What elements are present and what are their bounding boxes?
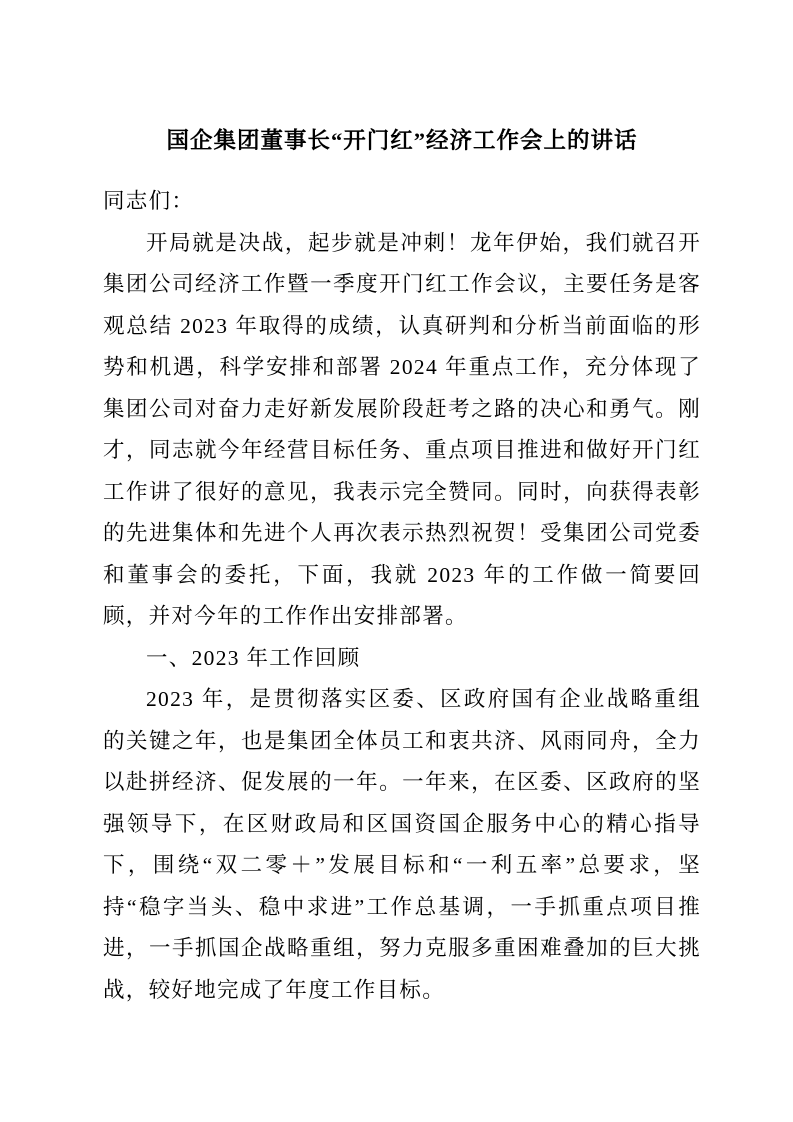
salutation: 同志们：	[103, 189, 195, 213]
paragraph-opening: 开局就是决战，起步就是冲刺！龙年伊始，我们就召开集团公司经济工作暨一季度开门红工作会议，主要任务是客观总结 2023 年取得的成绩，认真研判和分析当前面临的形势和机遇，科学安排和部署 2024 年重点工作，充分体现了集团公司对奋力走好新发展阶段赶考之路的决心和勇气。刚才，同志就今年经营目标任务、重点项目推进和做好开门红工作讲了很好的意见，我表示完全赞同。同时，向获得表彰的先进集体和先进个人再次表示热烈祝贺！受集团公司党委和董事会的委托，下面，我就 2023 年的工作做一简要回顾，并对今年的工作作出安排部署。	[103, 230, 701, 628]
paragraph-2023-review: 2023 年，是贯彻落实区委、区政府国有企业战略重组的关键之年，也是集团全体员工和衷共济、风雨同舟，全力以赴拼经济、促发展的一年。一年来，在区委、区政府的坚强领导下，在区财政局和区国资国企服务中心的精心指导下，围绕“双二零＋”发展目标和“一利五率”总要求，坚持“稳字当头、稳中求进”工作总基调，一手抓重点项目推进，一手抓国企战略重组，努力克服多重困难叠加的巨大挑战，较好地完成了年度工作目标。	[103, 687, 701, 1002]
section-heading-2023-review: 一、2023 年工作回顾	[146, 645, 361, 670]
document-title: 国企集团董事长“开门红”经济工作会上的讲话	[166, 128, 638, 153]
